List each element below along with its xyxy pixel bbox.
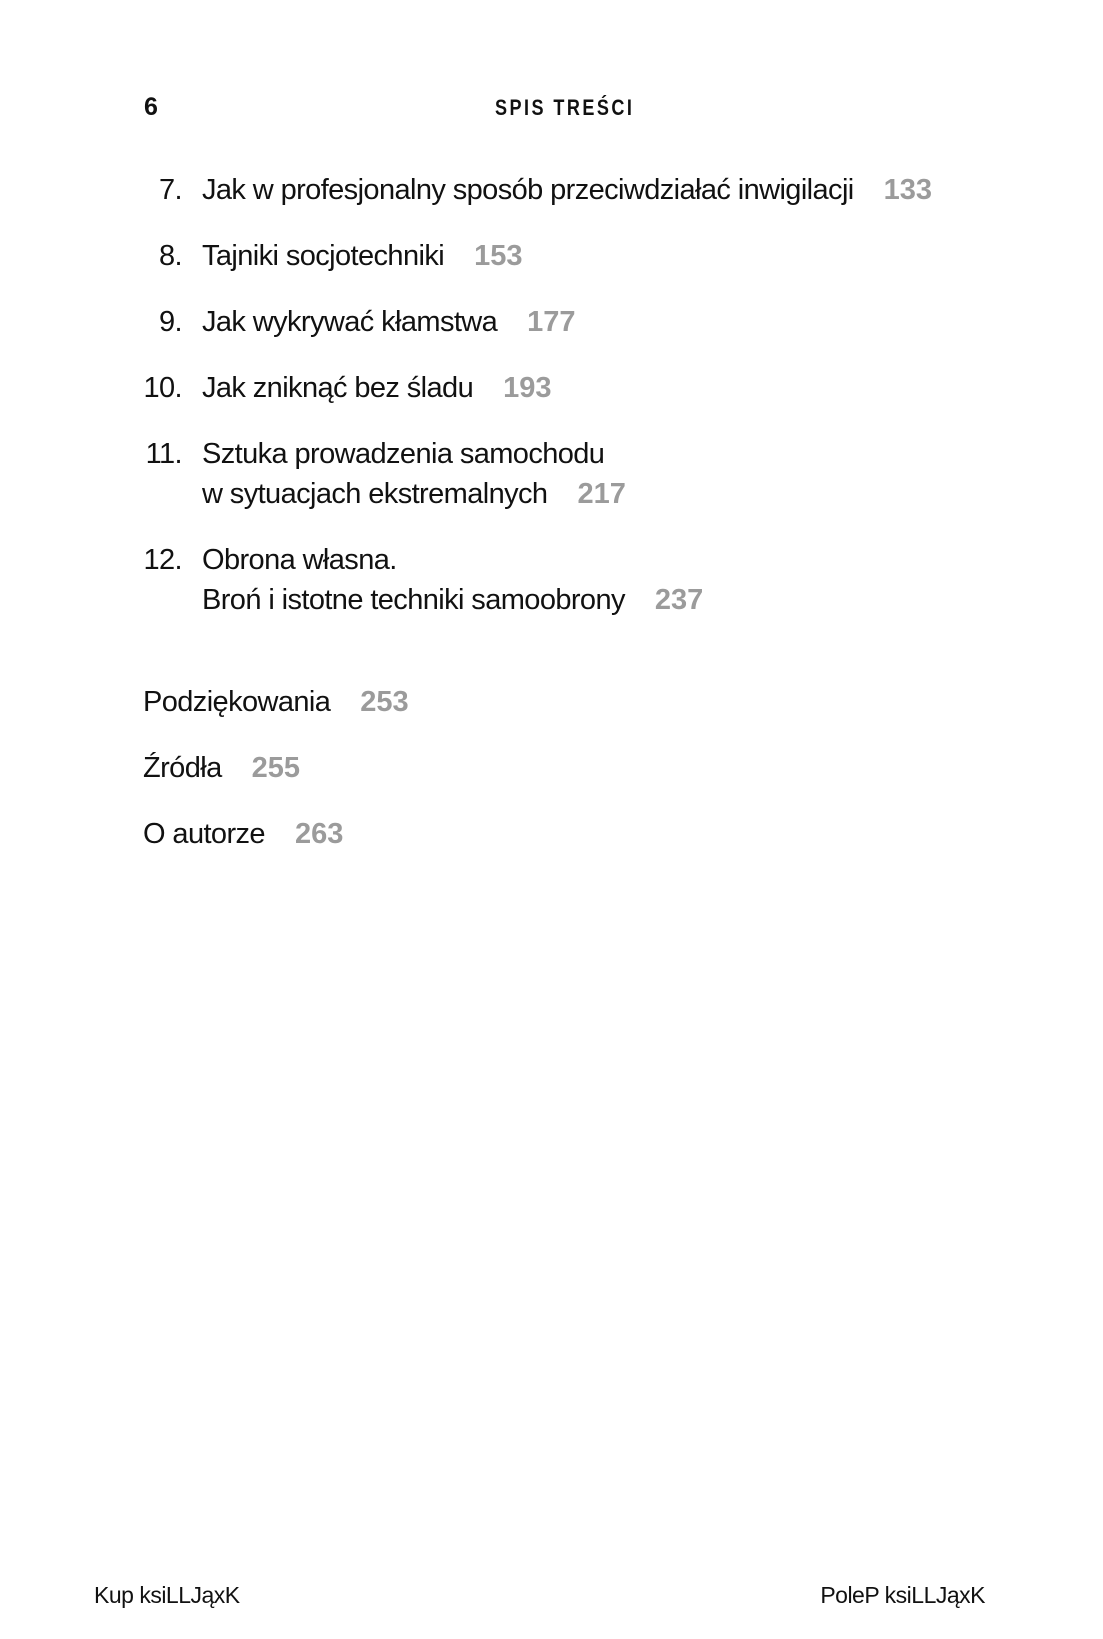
toc-entry-acknowledgements[interactable] (143, 682, 409, 722)
chapter-page-number: 177 (527, 306, 576, 338)
running-head: SPIS TREŚCI (495, 95, 635, 120)
chapter-number: 10. (143, 372, 182, 404)
chapter-number: 8. (159, 240, 182, 272)
chapter-number: 9. (159, 306, 182, 338)
chapter-number: 7. (159, 174, 182, 206)
chapter-title: Jak zniknąć bez śladu (202, 372, 474, 404)
chapter-title-line-1: Sztuka prowadzenia samochodu (202, 438, 605, 470)
chapter-title: Tajniki socjotechniki (202, 240, 445, 272)
chapter-page-number: 237 (654, 584, 704, 616)
footer-buy-book-link[interactable]: Kup ksiLLJąxK (94, 1582, 240, 1608)
chapter-title: Jak w profesjonalny sposób przeciwdziałać inwigilacji (202, 174, 854, 206)
chapter-page-number: 153 (474, 240, 523, 272)
chapter-page-number: 193 (503, 372, 552, 404)
chapter-number: 11. (145, 438, 182, 470)
toc-entry-sources[interactable] (143, 748, 300, 788)
back-matter-title: Podziękowania (143, 686, 331, 718)
back-matter-page-number: 253 (360, 686, 409, 718)
back-matter-page-number: 255 (251, 752, 300, 784)
chapter-title-line-1: Obrona własna. (202, 544, 397, 576)
chapter-page-number: 217 (577, 478, 626, 510)
back-matter-title: O autorze (143, 818, 265, 850)
chapter-title: Jak wykrywać kłamstwa (202, 306, 498, 338)
chapter-number: 12. (143, 544, 182, 576)
toc-entry-about-author[interactable] (143, 814, 343, 854)
back-matter-page-number: 263 (294, 818, 344, 850)
page-number: 6 (144, 93, 158, 121)
footer-recommend-book-link[interactable]: PoleP ksiLLJąxK (820, 1582, 985, 1608)
back-matter-title: Źródła (143, 752, 222, 784)
chapter-title-line-2: w sytuacjach ekstremalnych (202, 478, 548, 510)
chapter-title-line-2: Broń i istotne techniki samoobrony (202, 584, 625, 616)
chapter-page-number: 133 (883, 174, 933, 206)
